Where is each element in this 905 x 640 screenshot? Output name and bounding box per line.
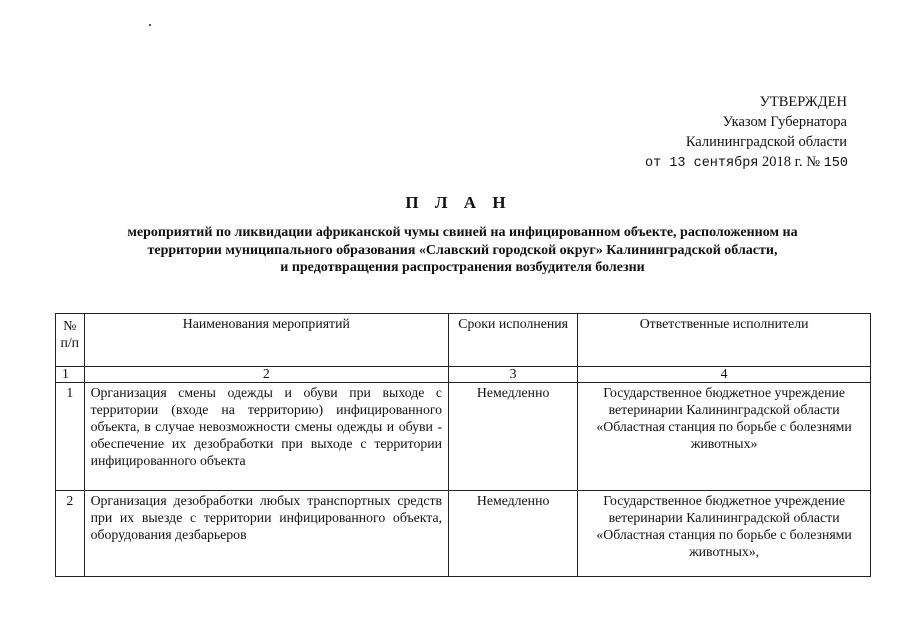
row-action: Организация смены одежды и обуви при выходе с территории (входе на территорию) инфицированного объекта, в случае невозможности смены одежды и обуви - обеспечение их дезобработки при выходе с территории инфицированного объекта <box>84 383 449 491</box>
row-responsible: Государственное бюджетное учреждение ветеринарии Калининградской области «Областная станция по борьбе с болезнями животных» <box>578 383 871 491</box>
plan-table <box>55 313 871 577</box>
column-number: 2 <box>84 367 449 383</box>
column-number: 3 <box>449 367 578 383</box>
approval-date <box>645 152 848 174</box>
approval-date-prefix: от 13 сентября <box>644 156 759 171</box>
approval-title: УТВЕРЖДЕН <box>759 94 847 110</box>
document-title: П Л А Н <box>405 193 512 212</box>
column-number: 1 <box>56 367 85 383</box>
row-responsible: Государственное бюджетное учреждение ветеринарии Калининградской области «Областная станция по борьбе с болезнями животных», <box>578 491 871 577</box>
document-subtitle <box>80 224 845 277</box>
header-num: № п/п <box>56 314 85 367</box>
approval-stamp <box>645 92 847 174</box>
header-deadline: Сроки исполнения <box>449 314 578 367</box>
header-name: Наименования мероприятий <box>84 314 449 367</box>
approval-number: 150 <box>823 156 848 171</box>
row-action: Организация дезобработки любых транспортных средств при их выезде с территории инфицированного объекта, оборудования дезбарьеров <box>84 491 449 577</box>
approval-region: Калининградской области <box>685 134 847 150</box>
column-number: 4 <box>578 367 871 383</box>
approval-decree: Указом Губернатора <box>722 114 847 130</box>
scan-speck <box>149 24 151 26</box>
column-number-row <box>56 367 871 383</box>
subtitle-line-3: и предотвращения распространения возбудителя болезни <box>280 260 645 275</box>
subtitle-line-1: мероприятий по ликвидации африканской чумы свиней на инфицированном объекте, расположенном на <box>127 225 798 240</box>
row-deadline: Немедленно <box>449 491 578 577</box>
row-num: 2 <box>56 491 85 577</box>
approval-date-year: 2018 г. № <box>762 154 821 170</box>
row-num: 1 <box>56 383 85 491</box>
table-row <box>56 491 871 577</box>
table-header-row <box>56 314 871 367</box>
header-responsible: Ответственные исполнители <box>578 314 871 367</box>
subtitle-line-2: территории муниципального образования «Славский городской округ» Калининградской области, <box>147 242 778 258</box>
table-row <box>56 383 871 491</box>
row-deadline: Немедленно <box>449 383 578 491</box>
